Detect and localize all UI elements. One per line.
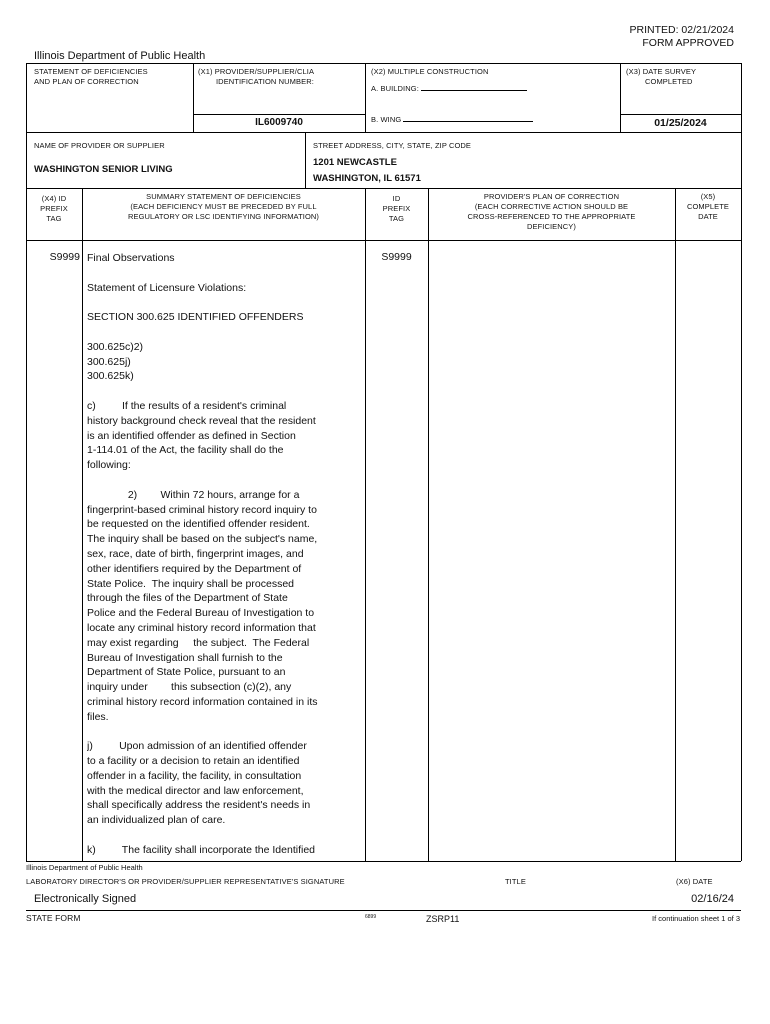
col-divider-1	[82, 188, 83, 861]
deficiency-line: The inquiry shall be based on the subject's name,	[87, 533, 318, 546]
event-id: ZSRP11	[426, 914, 460, 924]
x3-value: 01/25/2024	[654, 117, 707, 129]
deficiency-text	[87, 251, 363, 859]
deficiency-line	[87, 295, 363, 310]
title-label: TITLE	[505, 877, 526, 886]
id-header	[365, 194, 428, 224]
signature-label: LABORATORY DIRECTOR'S OR PROVIDER/SUPPLIER REPRESENTATIVE'S SIGNATURE	[26, 877, 345, 886]
statement-label-1: STATEMENT OF DEFICIENCIES	[34, 67, 148, 76]
deficiency-line	[87, 725, 363, 740]
x1-label-1: (X1) PROVIDER/SUPPLIER/CLIA	[198, 67, 315, 76]
x3-label-1: (X3) DATE SURVEY	[626, 67, 697, 76]
statement-label-2: AND PLAN OF CORRECTION	[34, 77, 139, 86]
frame-left-line	[26, 63, 27, 861]
x1-label-2: IDENTIFICATION NUMBER:	[216, 77, 314, 86]
summary-header-2: (EACH DEFICIENCY MUST BE PRECEDED BY FULL	[130, 202, 317, 211]
x4-header	[26, 194, 82, 224]
address-line-1: 1201 NEWCASTLE	[313, 157, 397, 168]
wing-line	[371, 115, 533, 125]
x5-header-1: (X5)	[700, 192, 716, 201]
building-blank	[421, 90, 527, 91]
deficiency-line: k) The facility shall incorporate the Identified	[87, 843, 316, 856]
address-line-2: WASHINGTON, IL 61571	[313, 173, 421, 184]
footer-line	[26, 910, 741, 911]
provider-name-label: NAME OF PROVIDER OR SUPPLIER	[34, 141, 165, 150]
continuation-sheet: If continuation sheet 1 of 3	[652, 914, 740, 923]
deficiency-line: Department of State Police, pursuant to an	[87, 666, 286, 679]
deficiency-line: 2) Within 72 hours, arrange for a	[87, 488, 300, 501]
x5-header-2: COMPLETE	[686, 202, 730, 211]
deficiency-line: Final Observations	[87, 252, 175, 264]
provider-divider	[305, 132, 306, 188]
deficiency-line: following:	[87, 459, 131, 472]
signed-date: 02/16/24	[691, 893, 734, 905]
deficiency-line: Statement of Licensure Violations:	[87, 281, 247, 294]
column-header-bottom-line	[26, 240, 741, 241]
deficiency-line: sex, race, date of birth, fingerprint images, and	[87, 547, 304, 560]
building-label: A. BUILDING:	[371, 84, 419, 93]
deficiency-line	[87, 325, 363, 340]
summary-header-3: REGULATORY OR LSC IDENTIFYING INFORMATION)	[127, 212, 320, 221]
x2-label: (X2) MULTIPLE CONSTRUCTION	[371, 67, 489, 76]
deficiency-line: with the medical director and law enforcement,	[87, 784, 304, 797]
frame-bottom-line	[26, 861, 741, 862]
plan-header-4: DEFICIENCY)	[526, 222, 577, 231]
plan-header	[428, 192, 675, 232]
deficiency-line: offender in a facility, the facility, in consultation	[87, 769, 302, 782]
x6-date-label: (X6) DATE	[676, 877, 713, 886]
plan-header-1: PROVIDER'S PLAN OF CORRECTION	[483, 192, 620, 201]
form-code: 6899	[365, 914, 377, 920]
deficiency-line	[87, 828, 363, 843]
plan-header-3: CROSS-REFERENCED TO THE APPROPRIATE	[467, 212, 636, 221]
deficiency-line: 300.625j)	[87, 355, 131, 368]
deficiency-line: State Police. The inquiry shall be processed	[87, 577, 295, 590]
col-divider-2	[365, 188, 366, 861]
footer-agency: Illinois Department of Public Health	[26, 863, 143, 872]
left-prefix-tag: S9999	[49, 251, 80, 263]
x5-header-3: DATE	[698, 212, 718, 221]
deficiency-line: shall specifically address the resident's needs in	[87, 799, 311, 812]
deficiency-line: history background check reveal that the resident	[87, 414, 316, 427]
x4-header-1: (X4) ID	[41, 194, 67, 203]
summary-header	[82, 192, 365, 222]
deficiency-line: 300.625k)	[87, 370, 134, 383]
provider-name-value: WASHINGTON SENIOR LIVING	[34, 164, 173, 175]
x5-header	[675, 192, 741, 222]
deficiency-line: files.	[87, 710, 109, 723]
wing-blank	[403, 121, 533, 122]
deficiency-line	[87, 473, 363, 488]
id-header-3: TAG	[388, 214, 405, 223]
deficiency-line: other identifiers required by the Department of	[87, 562, 302, 575]
summary-header-1: SUMMARY STATEMENT OF DEFICIENCIES	[146, 192, 301, 201]
deficiency-line: may exist regarding the subject. The Federal	[87, 636, 310, 649]
col-divider-3	[428, 188, 429, 861]
id-header-1: ID	[392, 194, 401, 203]
plan-header-2: (EACH CORRECTIVE ACTION SHOULD BE	[474, 202, 629, 211]
wing-label: B. WING	[371, 115, 402, 124]
deficiency-line: through the files of the Department of State	[87, 592, 288, 605]
frame-top-line	[26, 63, 741, 64]
top-divider-2	[365, 63, 366, 132]
deficiency-line: be requested on the identified offender resident.	[87, 518, 310, 531]
deficiency-line: Bureau of Investigation shall furnish to the	[87, 651, 283, 664]
deficiency-line: criminal history record information contained in its	[87, 695, 318, 708]
col-divider-4	[675, 188, 676, 861]
deficiency-line: SECTION 300.625 IDENTIFIED OFFENDERS	[87, 311, 304, 324]
frame-right-line	[741, 63, 742, 861]
deficiency-line	[87, 266, 363, 281]
id-header-2: PREFIX	[382, 204, 411, 213]
provider-box-bottom-line	[26, 188, 741, 189]
deficiency-line: Police and the Federal Bureau of Investigation to	[87, 607, 315, 620]
deficiency-line: c) If the results of a resident's criminal	[87, 399, 287, 412]
right-prefix-tag: S9999	[381, 251, 412, 263]
x3-label-2: COMPLETED	[645, 77, 693, 86]
deficiency-line	[87, 384, 363, 399]
building-line	[371, 84, 527, 94]
deficiency-line: is an identified offender as defined in Section	[87, 429, 296, 442]
deficiency-line: inquiry under this subsection (c)(2), any	[87, 681, 292, 694]
deficiency-line: 1-114.01 of the Act, the facility shall do the	[87, 444, 284, 457]
signature-value: Electronically Signed	[34, 893, 137, 905]
deficiency-line: j) Upon admission of an identified offender	[87, 740, 307, 753]
x3-value-line	[620, 114, 741, 115]
deficiency-line: to a facility or a decision to retain an identified	[87, 755, 300, 768]
top-box-bottom-line	[26, 132, 741, 133]
address-label: STREET ADDRESS, CITY, STATE, ZIP CODE	[313, 141, 472, 150]
form-status: FORM APPROVED	[642, 37, 734, 49]
x4-header-2: PREFIX	[40, 204, 68, 213]
deficiency-line: an individualized plan of care.	[87, 814, 226, 827]
deficiency-line: locate any criminal history record information that	[87, 621, 316, 634]
deficiency-line: 300.625c)2)	[87, 340, 144, 353]
x4-header-3: TAG	[46, 214, 62, 223]
x1-value: IL6009740	[255, 117, 303, 128]
printed-date: PRINTED: 02/21/2024	[629, 24, 734, 36]
x1-value-line	[193, 114, 365, 115]
state-form: STATE FORM	[26, 913, 81, 923]
deficiency-line: fingerprint-based criminal history record inquiry to	[87, 503, 317, 516]
agency-name: Illinois Department of Public Health	[34, 50, 206, 62]
